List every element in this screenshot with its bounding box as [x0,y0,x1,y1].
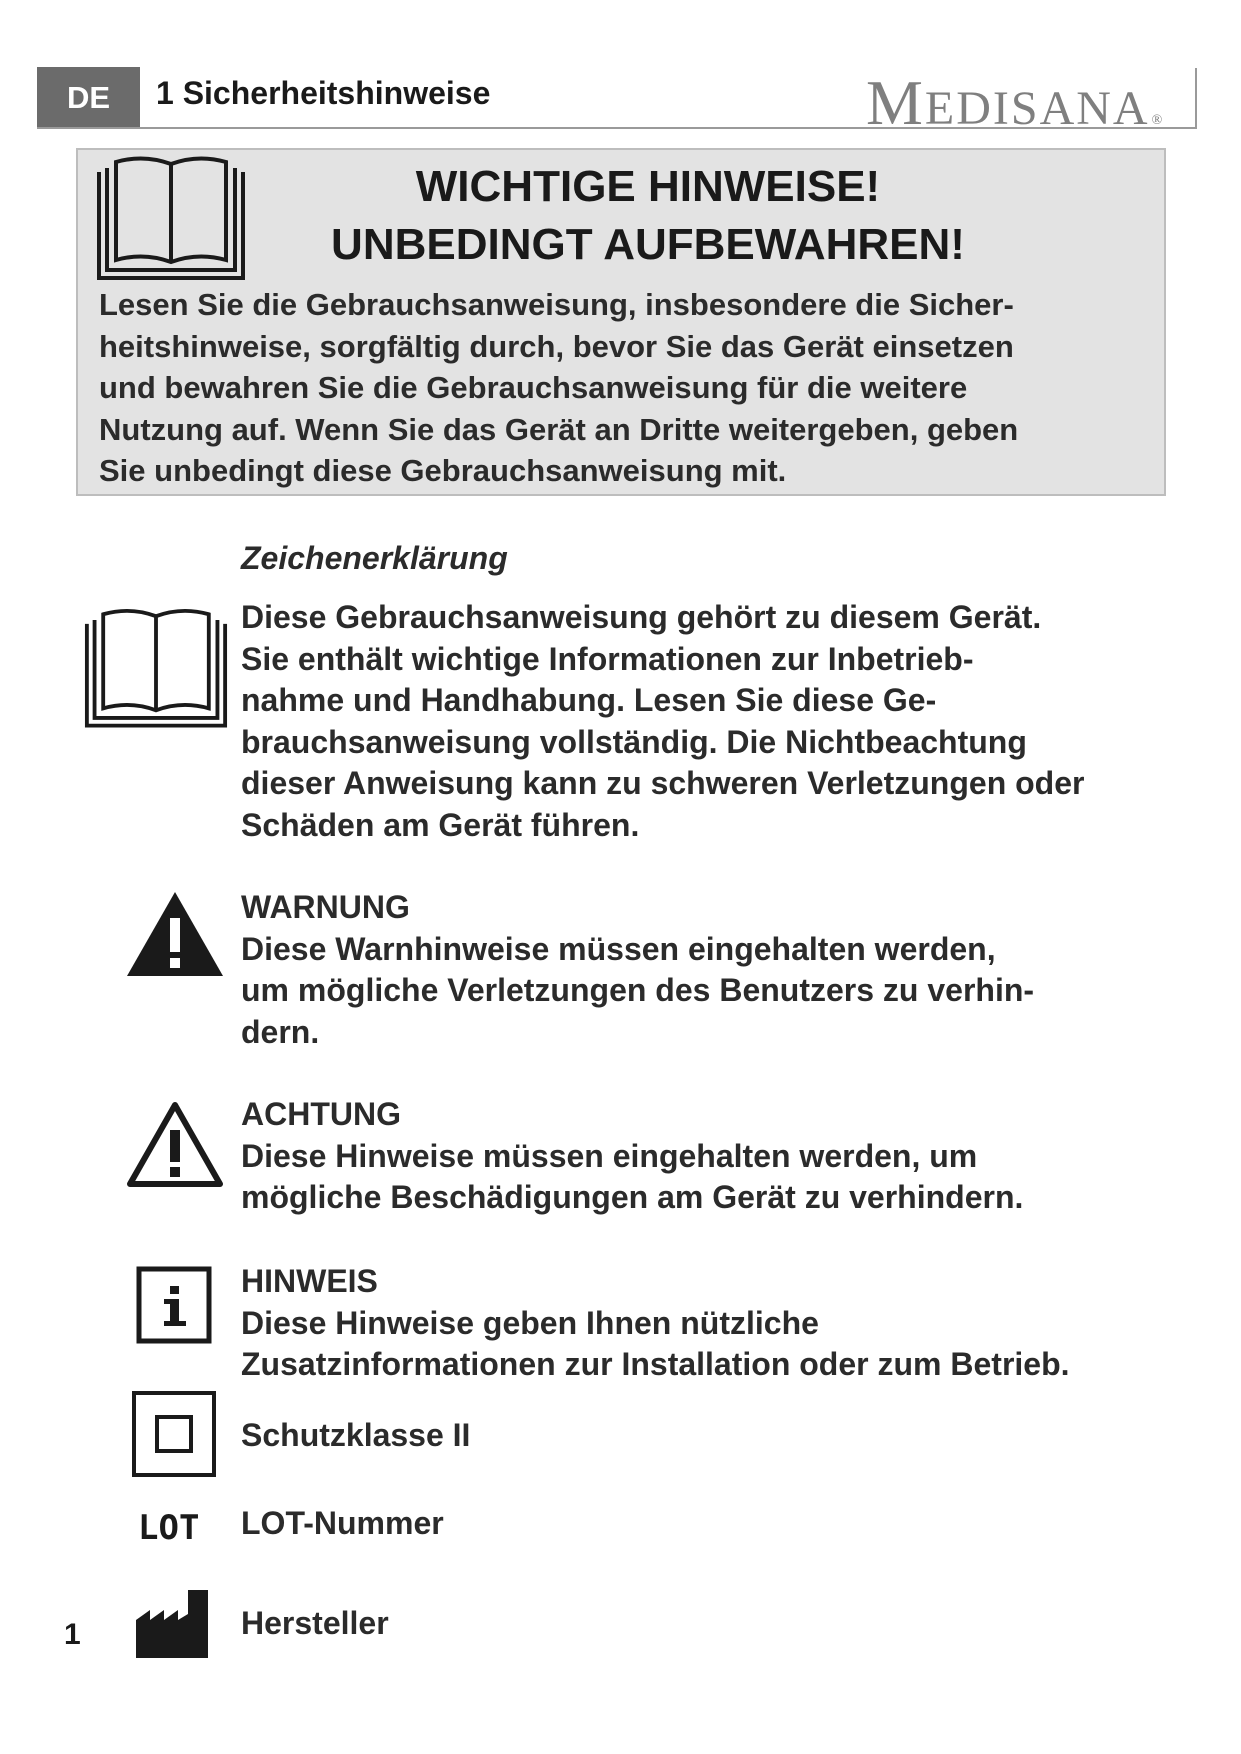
symbol-description-caution [241,1094,1023,1219]
text-line: ACHTUNG [241,1096,401,1132]
lot-icon: LOT [138,1508,200,1548]
symbol-description-manual [241,597,1084,846]
symbol-description-protection-class [241,1415,470,1457]
symbol-description-lot [241,1503,444,1545]
language-tab: DE [37,67,140,128]
symbol-description-info [241,1261,1070,1386]
info-box-icon [136,1266,212,1344]
header-divider-vertical [1195,68,1197,129]
important-heading [268,158,1028,274]
text-line: heitshinweise, sorgfältig durch, bevor Sie das Gerät einsetzen [99,328,1014,364]
text-line: Sie enthält wichtige Informationen zur Inbetrieb- [241,640,974,677]
brand-logo-rest: EDISANA [924,82,1150,135]
caution-outline-triangle-icon [125,1100,225,1188]
manual-book-icon [96,156,246,282]
text-line: Diese Gebrauchsanweisung gehört zu diesem Gerät. [241,599,1042,635]
text-line: Diese Hinweise geben Ihnen nützliche [241,1304,819,1341]
text-line: Diese Hinweise müssen eingehalten werden, um [241,1137,978,1174]
symbol-description-warning [241,887,1034,1053]
text-line: Sie unbedingt diese Gebrauchsanweisung mit. [99,453,787,488]
text-line: um mögliche Verletzungen des Benutzers zu verhin- [241,972,1035,1008]
heading-line: UNBEDINGT AUFBEWAHREN! [331,220,965,269]
text-line: mögliche Beschädigungen am Gerät zu verhindern. [241,1179,1024,1215]
text-line: WARNUNG [241,889,410,925]
legend-title: Zeichenerklärung [241,540,508,576]
registered-mark: ® [1151,113,1165,128]
warning-filled-triangle-icon [125,890,225,978]
text-line: und bewahren Sie die Gebrauchsanweisung für die weitere [99,370,968,405]
text-line: dern. [241,1013,320,1050]
brand-logo [866,66,1164,140]
symbol-description-manufacturer [241,1603,389,1645]
heading-line: WICHTIGE HINWEISE! [415,162,881,211]
text-line: brauchsanweisung vollständig. Die Nichtbeachtung [241,723,1027,760]
text-line: dieser Anweisung kann zu schweren Verletzungen oder [241,765,1085,801]
page-number: 1 [64,1618,81,1651]
brand-logo-initial: M [866,67,925,138]
text-line: LOT-Nummer [241,1505,444,1541]
text-line: HINWEIS [241,1263,378,1299]
text-line: Hersteller [241,1605,389,1641]
text-line: Nutzung auf. Wenn Sie das Gerät an Dritte weitergeben, geben [99,411,1019,447]
text-line: Diese Warnhinweise müssen eingehalten werden, [241,930,996,967]
text-line: Schutzklasse II [241,1417,471,1453]
protection-class-ii-icon [131,1390,217,1478]
text-line: Zusatzinformationen zur Installation oder zum Betrieb. [241,1346,1070,1382]
text-line: Lesen Sie die Gebrauchsanweisung, insbesondere die Sicher- [99,287,1014,322]
text-line: nahme und Handhabung. Lesen Sie diese Ge- [241,682,937,718]
manufacturer-factory-icon [134,1588,210,1660]
manual-book-icon [84,608,228,730]
important-notice-box [76,148,1166,496]
important-text [99,284,1144,492]
section-title: 1 Sicherheitshinweise [156,75,491,111]
text-line: Schäden am Gerät führen. [241,806,640,843]
